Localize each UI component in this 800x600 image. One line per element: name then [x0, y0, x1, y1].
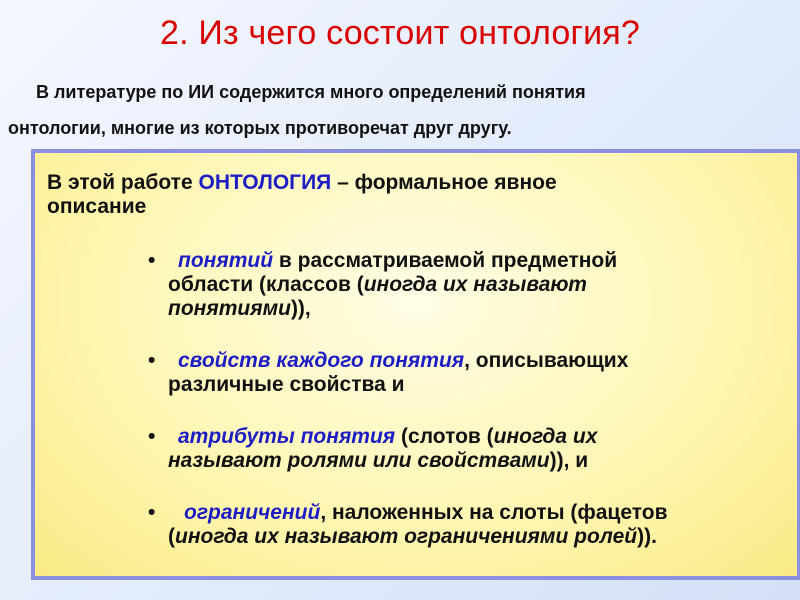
constraints-term: ограничений — [184, 501, 321, 524]
attributes-line-2 — [168, 449, 795, 473]
bullet-icon: • — [148, 501, 156, 524]
attributes-aside-line-2: называют ролями или свойствами — [168, 449, 550, 472]
concepts-line-2 — [168, 273, 795, 297]
attributes-term: атрибуты понятия — [178, 425, 396, 448]
attributes-text-line-1: (слотов ( — [395, 425, 494, 448]
intro-line-2: онтологии, многие из которых противоречат друг другу. — [8, 118, 512, 138]
concepts-text-line-2: области (классов ( — [168, 273, 364, 296]
concepts-text-line-3: )), — [290, 297, 311, 320]
concepts-aside-line-2: иногда их называют — [363, 273, 587, 296]
list-item-constraints — [35, 501, 795, 549]
bullet-icon: • — [148, 249, 156, 272]
definition-suffix-line-1: – формальное явное — [331, 171, 557, 194]
definition-term: ОНТОЛОГИЯ — [198, 171, 332, 194]
ontology-definition — [47, 171, 787, 219]
constraints-aside-line-2: иногда их называют ограничениями ролей — [175, 525, 638, 548]
properties-text-line-2: различные свойства и — [168, 373, 405, 396]
properties-term: свойств каждого понятия — [178, 349, 465, 372]
constraints-text-line-2-open: ( — [168, 525, 175, 548]
list-item-attributes — [35, 425, 795, 473]
attributes-aside-line-1: иногда их — [493, 425, 598, 448]
properties-text-line-1: , описывающих — [464, 349, 629, 372]
definition-panel — [31, 149, 800, 580]
definition-suffix-line-2: описание — [47, 195, 147, 218]
list-item-properties — [35, 349, 795, 397]
slide-title: 2. Из чего состоит онтология? — [160, 14, 640, 52]
constraints-line-2 — [168, 525, 795, 549]
bullet-icon: • — [148, 425, 156, 448]
concepts-aside-line-3: понятиями — [168, 297, 291, 320]
bullet-icon: • — [148, 349, 156, 372]
concepts-term: понятий — [178, 249, 274, 272]
definition-prefix: В этой работе — [47, 171, 199, 194]
list-item-concepts — [35, 249, 795, 321]
constraints-text-line-1: , наложенных на слоты (фацетов — [320, 501, 668, 524]
component-list — [35, 249, 795, 549]
concepts-text-line-1: в рассматриваемой предметной — [273, 249, 618, 272]
concepts-line-3 — [168, 297, 795, 321]
intro-line-1: В литературе по ИИ содержится много определений понятия — [36, 82, 586, 102]
attributes-text-line-2: )), и — [549, 449, 589, 472]
intro-paragraph — [8, 74, 798, 146]
constraints-text-line-2-close: )). — [637, 525, 657, 548]
